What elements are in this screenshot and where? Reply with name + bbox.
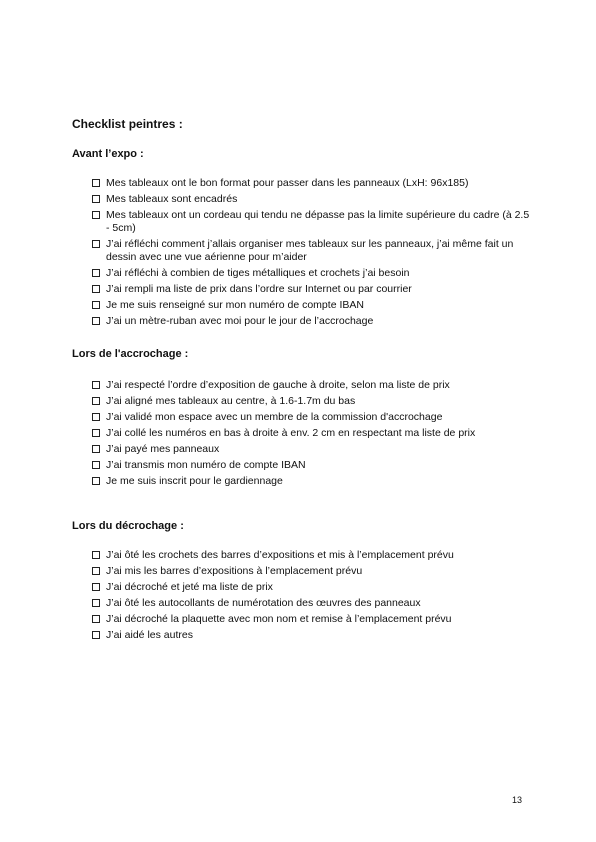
checkbox[interactable]	[92, 195, 100, 203]
checklist-item	[92, 549, 532, 562]
section-heading-decrochage: Lors du décrochage :	[72, 520, 184, 532]
checkbox[interactable]	[92, 461, 100, 469]
checkbox[interactable]	[92, 477, 100, 485]
checklist-decrochage	[92, 549, 532, 645]
checkbox[interactable]	[92, 583, 100, 591]
checkbox[interactable]	[92, 551, 100, 559]
checklist-item	[92, 193, 532, 206]
checklist-item	[92, 565, 532, 578]
checkbox[interactable]	[92, 631, 100, 639]
checkbox[interactable]	[92, 285, 100, 293]
page-title: Checklist peintres :	[72, 117, 183, 131]
checklist-item-label: J’ai rempli ma liste de prix dans l’ordre sur Internet ou par courrier	[106, 283, 412, 295]
checklist-item	[92, 475, 532, 488]
checklist-item-label: J’ai aidé les autres	[106, 629, 193, 641]
page-number: 13	[512, 795, 523, 805]
checklist-item-label: Mes tableaux ont le bon format pour passer dans les panneaux (LxH: 96x185)	[106, 177, 469, 189]
checklist-item-label: J’ai payé mes panneaux	[106, 443, 220, 455]
checklist-item	[92, 395, 532, 408]
checkbox[interactable]	[92, 179, 100, 187]
checkbox[interactable]	[92, 599, 100, 607]
checklist-avant-expo	[92, 177, 532, 331]
checkbox[interactable]	[92, 413, 100, 421]
checklist-item-label: Je me suis inscrit pour le gardiennage	[106, 475, 283, 487]
checkbox[interactable]	[92, 240, 100, 248]
checklist-item	[92, 597, 532, 610]
checklist-item-label: J’ai mis les barres d’expositions à l’emplacement prévu	[106, 565, 363, 577]
checkbox[interactable]	[92, 615, 100, 623]
checklist-item	[92, 459, 532, 472]
checklist-item	[92, 443, 532, 456]
section-heading-accrochage: Lors de l'accrochage :	[72, 348, 189, 360]
checklist-item	[92, 427, 532, 440]
checkbox[interactable]	[92, 429, 100, 437]
checklist-item-label: J’ai réfléchi à combien de tiges métalliques et crochets j’ai besoin	[106, 267, 410, 279]
checklist-accrochage	[92, 379, 532, 491]
section-heading-avant-expo: Avant l’expo :	[72, 148, 144, 160]
checklist-item	[92, 283, 532, 296]
checklist-item-label: J’ai un mètre-ruban avec moi pour le jour de l’accrochage	[106, 315, 374, 327]
checkbox[interactable]	[92, 381, 100, 389]
checklist-item-label: J’ai ôté les crochets des barres d’expositions et mis à l’emplacement prévu	[106, 549, 454, 561]
checkbox[interactable]	[92, 397, 100, 405]
checklist-item-label: J’ai décroché la plaquette avec mon nom et remise à l’emplacement prévu	[106, 613, 452, 625]
checklist-item-label: J’ai validé mon espace avec un membre de la commission d'accrochage	[106, 411, 443, 423]
checklist-item	[92, 299, 532, 312]
checkbox[interactable]	[92, 211, 100, 219]
checkbox[interactable]	[92, 269, 100, 277]
checkbox[interactable]	[92, 567, 100, 575]
checklist-item-label: J’ai transmis mon numéro de compte IBAN	[106, 459, 306, 471]
checklist-item	[92, 379, 532, 392]
checklist-item-label: Mes tableaux sont encadrés	[106, 193, 238, 205]
checklist-item-label: J’ai réfléchi comment j’allais organiser mes tableaux sur les panneaux, j’ai même fait un dessin avec une vue aérienne pour m’aider	[106, 238, 514, 263]
checklist-item-label: Je me suis renseigné sur mon numéro de compte IBAN	[106, 299, 364, 311]
checkbox[interactable]	[92, 301, 100, 309]
checklist-item	[92, 411, 532, 424]
checklist-item-label: J’ai collé les numéros en bas à droite à env. 2 cm en respectant ma liste de prix	[106, 427, 476, 439]
checklist-item-label: Mes tableaux ont un cordeau qui tendu ne dépasse pas la limite supérieure du cadre (à 2.5 - 5cm)	[106, 209, 530, 234]
checklist-item	[92, 315, 532, 328]
checklist-item	[92, 581, 532, 594]
checklist-item-label: J’ai ôté les autocollants de numérotation des œuvres des panneaux	[106, 597, 421, 609]
checklist-item	[92, 629, 532, 642]
checklist-item	[92, 209, 532, 235]
checklist-item	[92, 238, 532, 264]
checklist-item-label: J’ai respecté l’ordre d’exposition de gauche à droite, selon ma liste de prix	[106, 379, 450, 391]
checkbox[interactable]	[92, 445, 100, 453]
checklist-item-label: J’ai décroché et jeté ma liste de prix	[106, 581, 273, 593]
checklist-item-label: J’ai aligné mes tableaux au centre, à 1.6-1.7m du bas	[106, 395, 356, 407]
checklist-item	[92, 613, 532, 626]
checkbox[interactable]	[92, 317, 100, 325]
checklist-item	[92, 267, 532, 280]
checklist-item	[92, 177, 532, 190]
